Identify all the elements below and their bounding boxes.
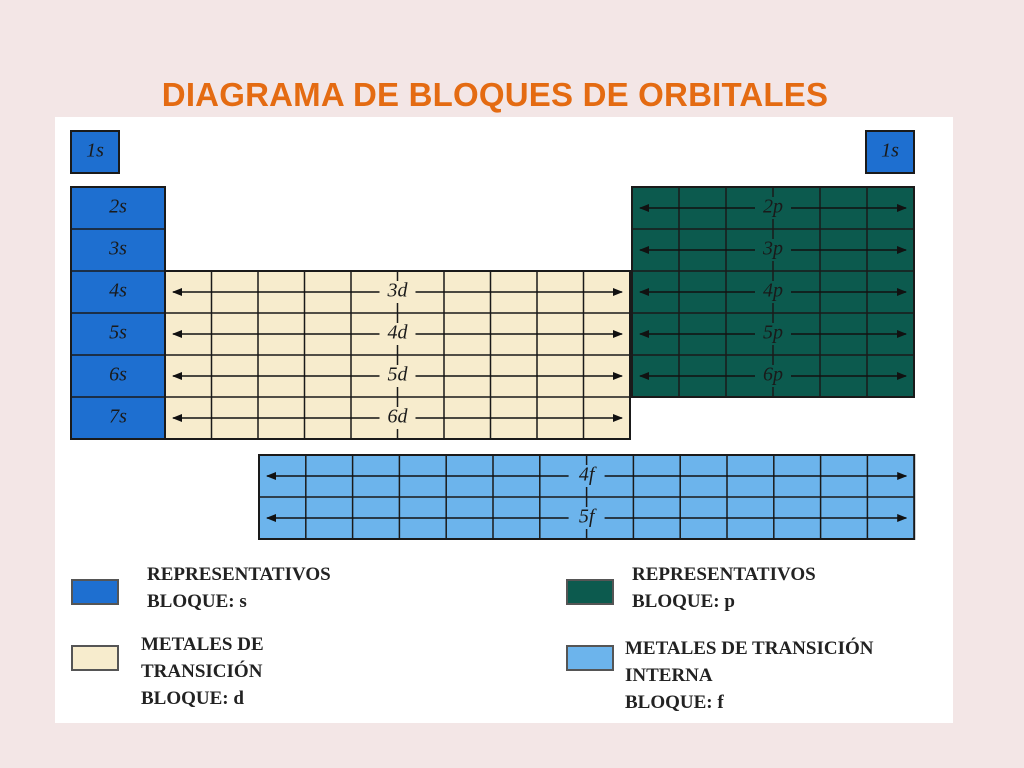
s-label-1s-right: 1s bbox=[881, 139, 899, 162]
legend-s-line1: REPRESENTATIVOS bbox=[147, 564, 331, 585]
legend-label-d bbox=[141, 631, 264, 712]
s-label-5s: 5s bbox=[109, 321, 127, 344]
p-label-4p: 4p bbox=[763, 279, 783, 302]
legend-f-line3: BLOQUE: f bbox=[625, 692, 724, 713]
f-label-5f: 5f bbox=[578, 505, 595, 528]
legend-swatch-s bbox=[71, 579, 119, 605]
p-label-5p: 5p bbox=[763, 321, 783, 344]
legend-d-line1: METALES DE bbox=[141, 634, 264, 655]
legend-d-line2: TRANSICIÓN bbox=[141, 661, 263, 682]
s-label-7s: 7s bbox=[109, 405, 127, 428]
s-label-1s-left: 1s bbox=[86, 139, 104, 162]
page-title: DIAGRAMA DE BLOQUES DE ORBITALES bbox=[161, 76, 829, 113]
legend-swatch-p bbox=[566, 579, 614, 605]
legend-swatch-f bbox=[566, 645, 614, 671]
orbital-block-diagram bbox=[55, 117, 953, 557]
legend-label-s bbox=[147, 561, 331, 615]
legend-p-line1: REPRESENTATIVOS bbox=[632, 564, 816, 585]
s-label-3s: 3s bbox=[109, 237, 127, 260]
s-label-2s: 2s bbox=[109, 195, 127, 218]
d-label-6d: 6d bbox=[387, 405, 408, 428]
legend-label-f bbox=[625, 635, 873, 716]
d-label-5d: 5d bbox=[387, 363, 408, 386]
legend-s-line2: BLOQUE: s bbox=[147, 591, 247, 612]
d-label-3d: 3d bbox=[387, 279, 408, 302]
diagram-panel bbox=[55, 117, 953, 723]
s-label-6s: 6s bbox=[109, 363, 127, 386]
legend-p-line2: BLOQUE: p bbox=[632, 591, 735, 612]
legend-f-line1: METALES DE TRANSICIÓN bbox=[625, 638, 874, 659]
legend-f-line2: INTERNA bbox=[625, 665, 713, 686]
legend-d-line3: BLOQUE: d bbox=[141, 688, 244, 709]
d-label-4d: 4d bbox=[387, 321, 408, 344]
p-label-6p: 6p bbox=[763, 363, 783, 386]
p-label-3p: 3p bbox=[763, 237, 783, 260]
s-label-4s: 4s bbox=[109, 279, 127, 302]
legend-label-p bbox=[632, 561, 816, 615]
f-label-4f: 4f bbox=[578, 463, 595, 486]
legend-swatch-d bbox=[71, 645, 119, 671]
p-label-2p: 2p bbox=[763, 195, 783, 218]
